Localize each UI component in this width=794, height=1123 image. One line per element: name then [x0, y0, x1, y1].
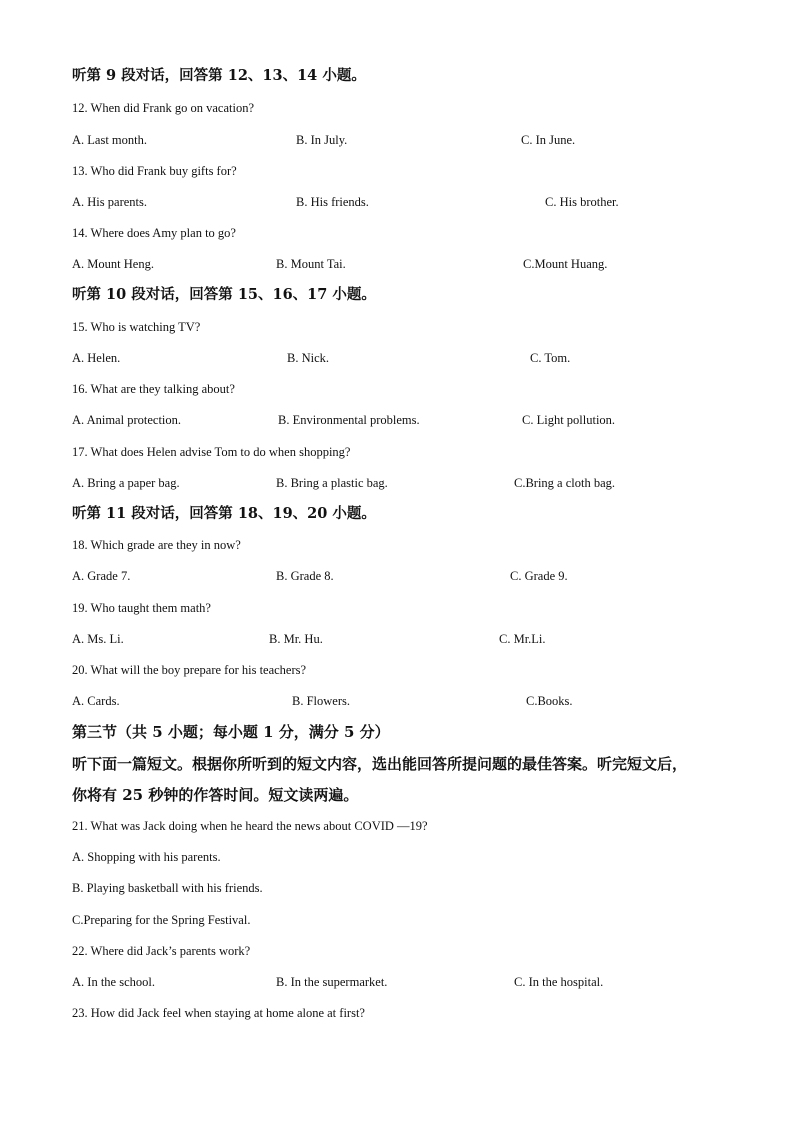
q20-option-b: B. Flowers. — [292, 694, 350, 708]
q22-option-b: B. In the supermarket. — [276, 975, 388, 989]
q14-option-c: C.Mount Huang. — [523, 257, 608, 271]
q20-option-a: A. Cards. — [72, 694, 120, 708]
q20-option-c: C.Books. — [526, 694, 573, 708]
question-22: 22. Where did Jack’s parents work? — [72, 944, 251, 958]
q15-option-a: A. Helen. — [72, 351, 121, 365]
q22-option-a: A. In the school. — [72, 975, 155, 989]
part-3-instruction-line-2: 你将有 25 秒钟的作答时间。短文读两遍。 — [72, 786, 359, 804]
q19-option-a: A. Ms. Li. — [72, 632, 124, 646]
q16-option-a: A. Animal protection. — [72, 413, 182, 427]
q19-option-c: C. Mr.Li. — [499, 632, 546, 646]
q13-option-c: C. His brother. — [545, 195, 619, 209]
question-14: 14. Where does Amy plan to go? — [72, 226, 236, 240]
section-9-heading: 听第 9 段对话，回答第 12、13、14 小题。 — [72, 67, 366, 84]
question-23: 23. How did Jack feel when staying at home alone at first? — [72, 1006, 365, 1020]
q17-option-c: C.Bring a cloth bag. — [514, 476, 616, 490]
section-11-heading: 听第 11 段对话，回答第 18、19、20 小题。 — [72, 505, 376, 522]
part-3-title: 第三节（共 5 小题；每小题 1 分，满分 5 分） — [72, 723, 390, 741]
q17-option-b: B. Bring a plastic bag. — [276, 476, 388, 490]
question-15: 15. Who is watching TV? — [72, 320, 201, 334]
question-16: 16. What are they talking about? — [72, 382, 235, 396]
question-18: 18. Which grade are they in now? — [72, 538, 241, 552]
q21-option-a: A. Shopping with his parents. — [72, 850, 221, 864]
q18-option-b: B. Grade 8. — [276, 569, 334, 583]
question-19: 19. Who taught them math? — [72, 601, 211, 615]
q15-option-c: C. Tom. — [530, 351, 571, 365]
q22-option-c: C. In the hospital. — [514, 975, 604, 989]
part-3-instruction-line-1: 听下面一篇短文。根据你所听到的短文内容，选出能回答所提问题的最佳答案。听完短文后， — [72, 755, 688, 773]
q12-option-c: C. In June. — [521, 133, 576, 147]
question-21: 21. What was Jack doing when he heard the news about COVID —19? — [72, 819, 428, 833]
q13-option-a: A. His parents. — [72, 195, 147, 209]
q14-option-a: A. Mount Heng. — [72, 257, 154, 271]
q17-option-a: A. Bring a paper bag. — [72, 476, 180, 490]
q12-option-b: B. In July. — [296, 133, 348, 147]
q12-option-a: A. Last month. — [72, 133, 147, 147]
q13-option-b: B. His friends. — [296, 195, 369, 209]
q14-option-b: B. Mount Tai. — [276, 257, 346, 271]
q16-option-c: C. Light pollution. — [522, 413, 616, 427]
q18-option-c: C. Grade 9. — [510, 569, 568, 583]
question-13: 13. Who did Frank buy gifts for? — [72, 164, 237, 178]
section-10-heading: 听第 10 段对话，回答第 15、16、17 小题。 — [72, 286, 376, 303]
q21-option-b: B. Playing basketball with his friends. — [72, 881, 263, 895]
question-20: 20. What will the boy prepare for his teachers? — [72, 663, 307, 677]
q16-option-b: B. Environmental problems. — [278, 413, 420, 427]
q15-option-b: B. Nick. — [287, 351, 330, 365]
question-17: 17. What does Helen advise Tom to do when shopping? — [72, 445, 351, 459]
q18-option-a: A. Grade 7. — [72, 569, 131, 583]
q21-option-c: C.Preparing for the Spring Festival. — [72, 913, 251, 927]
question-12: 12. When did Frank go on vacation? — [72, 101, 255, 115]
q19-option-b: B. Mr. Hu. — [269, 632, 323, 646]
